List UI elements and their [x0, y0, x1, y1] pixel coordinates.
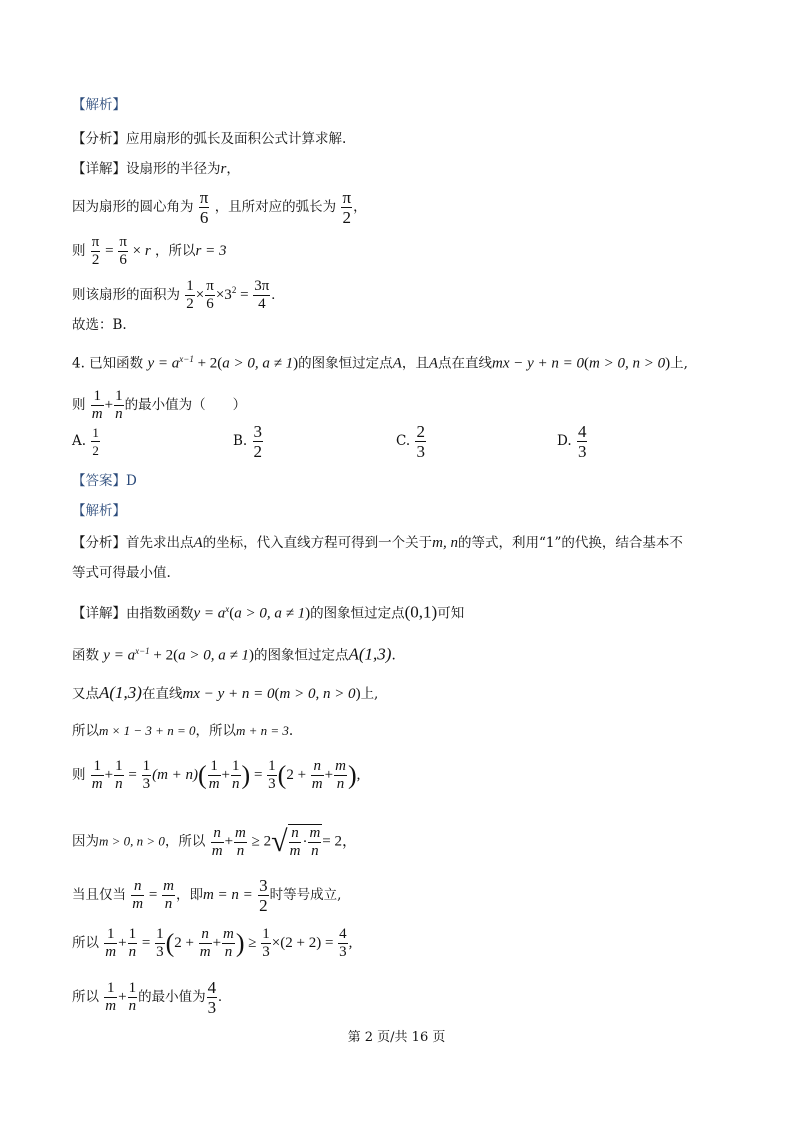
conclusion-line: 所以 $\frac{1}{m}$ + $\frac{1}{n}$ 的最小值为 $\frac{4}{3}$ . — [72, 978, 222, 1017]
text: 函数 — [72, 647, 99, 664]
option-d[interactable] — [557, 422, 588, 461]
var-r: r — [220, 161, 227, 177]
function-expression: y = a — [103, 647, 136, 664]
fraction-3pi-4: $\frac{3\pi}{4}$ — [254, 278, 270, 312]
condition: a > 0, a ≠ 1 — [178, 647, 249, 664]
angle-line — [72, 188, 367, 227]
fraction-1-n: $\frac{1}{n}$ — [115, 758, 123, 792]
fraction-pi-2: $\frac{\pi}{2}$ — [91, 234, 100, 268]
fraction-1-n: $\frac{1}{n}$ — [115, 388, 123, 422]
fraction-1-3: $\frac{1}{3}$ — [142, 758, 151, 792]
mn-vars: m, n — [432, 535, 459, 551]
option-label: B. — [233, 433, 248, 449]
option-a[interactable] — [72, 424, 101, 459]
text: ，所以 — [164, 833, 206, 850]
option-b[interactable] — [233, 422, 264, 461]
text: 的图象恒过定点 — [253, 647, 349, 664]
text: ，即 — [175, 887, 203, 903]
inequality-line: 因为m > 0, n > 0，所以 $\frac{n}{m}$ + $\frac{m}{n}$ ≥ 2√ $\frac{n}{m}$ · $\frac{m}{n}$ = 2， — [72, 824, 358, 859]
option-label: A. — [72, 433, 87, 449]
fraction-pi-2: $\frac{\pi}{2}$ — [342, 188, 352, 227]
analysis-paragraph: 【分析】应用扇形的弧长及面积公式计算求解. — [72, 131, 347, 147]
area-line: 则该扇形的面积为 $\frac{1}{2}$ × $\frac{\pi}{6}$ $\times 3^2$ = $\frac{3\pi}{4}$ . — [72, 278, 276, 312]
angle-text: 因为扇形的圆心角为 — [72, 199, 194, 215]
text: ，所以 — [195, 723, 236, 739]
analysis-tag: 【解析】 — [72, 97, 126, 113]
exp-function: y = a — [193, 605, 226, 622]
fraction-m-n: $\frac{m}{n}$ — [335, 758, 346, 792]
then-text: 则 — [72, 397, 86, 413]
fraction-pi-6: $\frac{\pi}{6}$ — [199, 188, 209, 227]
equals-two: = 2 — [322, 833, 342, 850]
substitution-line — [72, 722, 293, 740]
fraction-1-m: $\frac{1}{m}$ — [105, 980, 117, 1014]
point-a: A — [193, 535, 203, 551]
option-fraction: $\frac{1}{2}$ — [92, 425, 99, 458]
option-fraction: $\frac{3}{2}$ — [253, 422, 263, 461]
fraction-1-m: $\frac{1}{m}$ — [208, 758, 220, 792]
text: 所以 — [72, 989, 99, 1005]
condition: a > 0, a ≠ 1 — [222, 355, 294, 372]
text: 上, — [360, 686, 379, 702]
fraction-1-n: $\frac{1}{n}$ — [232, 758, 240, 792]
answer-line: 【答案】D — [72, 473, 137, 489]
fraction-4-3: $\frac{4}{3}$ — [339, 926, 347, 960]
text: 可知 — [437, 605, 465, 622]
analysis-tag: 【解析】 — [72, 503, 126, 519]
text: 上, — [670, 355, 688, 372]
option-c[interactable] — [396, 422, 427, 461]
fraction-m-n: $\frac{m}{n}$ — [223, 926, 234, 960]
fraction-n-m: $\frac{n}{m}$ — [199, 926, 211, 960]
comma: ， — [226, 161, 240, 177]
fraction-m-n: $\frac{m}{n}$ — [235, 824, 246, 859]
fraction-m-n: $\frac{m}{n}$ — [163, 878, 174, 912]
function-tail: + 2 — [149, 647, 174, 664]
expand-line: 则 $\frac{1}{m}$ + $\frac{1}{n}$ = $\frac{1}{3}$ (m + n)( $\frac{1}{m}$ + $\frac{1}{n}$ ) = $\frac{1}{3}$ (2 + $\frac{n}{m}$ + $\frac{m}{n}$ ), — [72, 758, 361, 792]
point-on-line: 又点A(1,3)在直线mx − y + n = 0(m > 0, n > 0)上, — [72, 683, 379, 702]
fraction-n-m: $\frac{n}{m}$ — [311, 758, 323, 792]
fraction-1-3: $\frac{1}{3}$ — [156, 926, 164, 960]
fraction-1-m: $\frac{1}{m}$ — [91, 388, 103, 422]
function-point-line: 函数 $y = a^{x-1} + 2(a > 0$, a ≠ 1)的图象恒过定点A(1,3). — [72, 644, 396, 664]
fraction-3-2: $\frac{3}{2}$ — [259, 876, 268, 915]
question-number: 4. 已知函数 — [72, 355, 144, 372]
point-a-coords: A(1,3) — [99, 683, 142, 702]
function-expression: y = a — [147, 355, 180, 372]
analysis-paragraph-2 — [72, 534, 683, 552]
arc-text: ，且所对应的弧长为 — [214, 199, 337, 215]
var-r: r — [144, 243, 151, 259]
exponent: x−1 — [179, 354, 194, 364]
page-footer: 第 2 页/共 16 页 — [347, 1030, 446, 1045]
so-text: ，所以 — [155, 243, 196, 259]
point-a-coords: A(1,3) — [348, 644, 392, 664]
text: 的图象恒过定点 — [310, 605, 405, 622]
text: 时等号成立, — [269, 887, 342, 903]
fraction-n-m: $\frac{n}{m}$ — [132, 878, 144, 912]
text: 【详解】由指数函数 — [72, 605, 194, 622]
question-4-line: 4. 已知函数 $y = a^{x-1} + 2(a > 0$, a ≠ 1)的图象恒过定点A，且A点在直线mx − y + n = 0(m > 0, n > 0)上, — [72, 354, 688, 372]
text: 的最小值为 — [138, 989, 206, 1005]
text: 【分析】首先求出点 — [72, 535, 194, 551]
text: 又点 — [72, 686, 99, 702]
equation: m × 1 − 3 + n = 0 — [99, 723, 196, 738]
period: . — [288, 723, 294, 739]
comma: ， — [353, 199, 367, 215]
option-fraction: $\frac{4}{3}$ — [577, 422, 587, 461]
detail-paragraph — [72, 160, 240, 178]
line-equation: mx − y + n = 0 — [182, 686, 275, 702]
text: ，且 — [401, 355, 429, 372]
line-condition: m > 0, n > 0 — [279, 686, 356, 702]
function-tail: + 2 — [193, 355, 218, 372]
text: 在直线 — [141, 686, 183, 702]
point-a: A — [428, 355, 438, 372]
line-condition: m > 0, n > 0 — [589, 355, 666, 372]
text: 因为 — [72, 833, 99, 850]
fraction-1-m: $\frac{1}{m}$ — [105, 926, 117, 960]
condition: a > 0, a ≠ 1 — [234, 605, 306, 622]
detail-text: 【详解】设扇形的半径为 — [72, 161, 221, 177]
fraction-n-m: $\frac{n}{m}$ — [211, 824, 223, 859]
equality-condition-line: 当且仅当 $\frac{n}{m}$ = $\frac{m}{n}$ ，即m = n = $\frac{3}{2}$ 时等号成立, — [72, 876, 342, 915]
then-text: 则 — [72, 243, 86, 259]
choose-line: 故选：B. — [72, 317, 127, 333]
fraction-1-m: $\frac{1}{m}$ — [91, 758, 103, 792]
min-calc-line: 所以 $\frac{1}{m}$ + $\frac{1}{n}$ = $\frac{1}{3}$ (2 + $\frac{n}{m}$ + $\frac{m}{n}$ ) ≥ $\frac{1}{3}$ ×(2 + 2) = $\frac{4}{3}$ , — [72, 926, 353, 960]
condition: m > 0, n > 0 — [99, 833, 165, 849]
period: . — [391, 647, 396, 664]
fraction-1-3: $\frac{1}{3}$ — [268, 758, 276, 792]
text: 的坐标，代入直线方程可得到一个关于 — [202, 535, 433, 551]
then-text: 则 — [72, 767, 86, 783]
option-label: C. — [396, 433, 411, 449]
fraction-1-2: $\frac{1}{2}$ — [186, 278, 194, 312]
line-equation: mx − y + n = 0 — [492, 355, 585, 372]
text: 点在直线 — [438, 355, 492, 372]
fraction-4-3: $\frac{4}{3}$ — [207, 978, 217, 1017]
fraction-1-n: $\frac{1}{n}$ — [128, 980, 137, 1014]
r-equation: r = 3 — [195, 243, 227, 259]
ask-text: 的最小值为（ ） — [124, 397, 247, 413]
fraction-1-n: $\frac{1}{n}$ — [128, 926, 137, 960]
m-n-equal: m = n = — [202, 887, 253, 903]
point-a: A — [392, 355, 402, 372]
option-label: D. — [557, 433, 572, 449]
fixed-point: (0,1) — [404, 602, 438, 622]
fraction-1-3: $\frac{1}{3}$ — [262, 926, 270, 960]
analysis-paragraph-2-cont: 等式可得最小值. — [72, 565, 171, 581]
text: 当且仅当 — [72, 887, 126, 903]
text: 的等式，利用“1”的代换，结合基本不 — [458, 535, 683, 551]
equation: m + n = 3 — [235, 723, 289, 738]
text: 所以 — [72, 935, 99, 951]
fraction-pi-6: $\frac{\pi}{6}$ — [119, 234, 127, 268]
option-fraction: $\frac{2}{3}$ — [416, 422, 425, 461]
text: 所以 — [72, 723, 99, 739]
fraction-pi-6: $\frac{\pi}{6}$ — [206, 278, 214, 312]
exponent: x−1 — [135, 646, 150, 656]
radius-line: 则 $\frac{\pi}{2}$ = $\frac{\pi}{6}$ × r ，所以r = 3 — [72, 234, 227, 268]
detail-line-2: 【详解】由指数函数$y = a^x(a > 0$, a ≠ 1)的图象恒过定点(0,1)可知 — [72, 602, 465, 622]
area-text: 则该扇形的面积为 — [72, 287, 180, 303]
question-ask-line: 则 $\frac{1}{m}$ + $\frac{1}{n}$ 的最小值为（ ） — [72, 388, 247, 422]
text: 的图象恒过定点 — [298, 355, 393, 372]
exponent: x — [225, 604, 230, 614]
sqrt-expression: √ $\frac{n}{m}$ · $\frac{m}{n}$ — [271, 825, 321, 859]
